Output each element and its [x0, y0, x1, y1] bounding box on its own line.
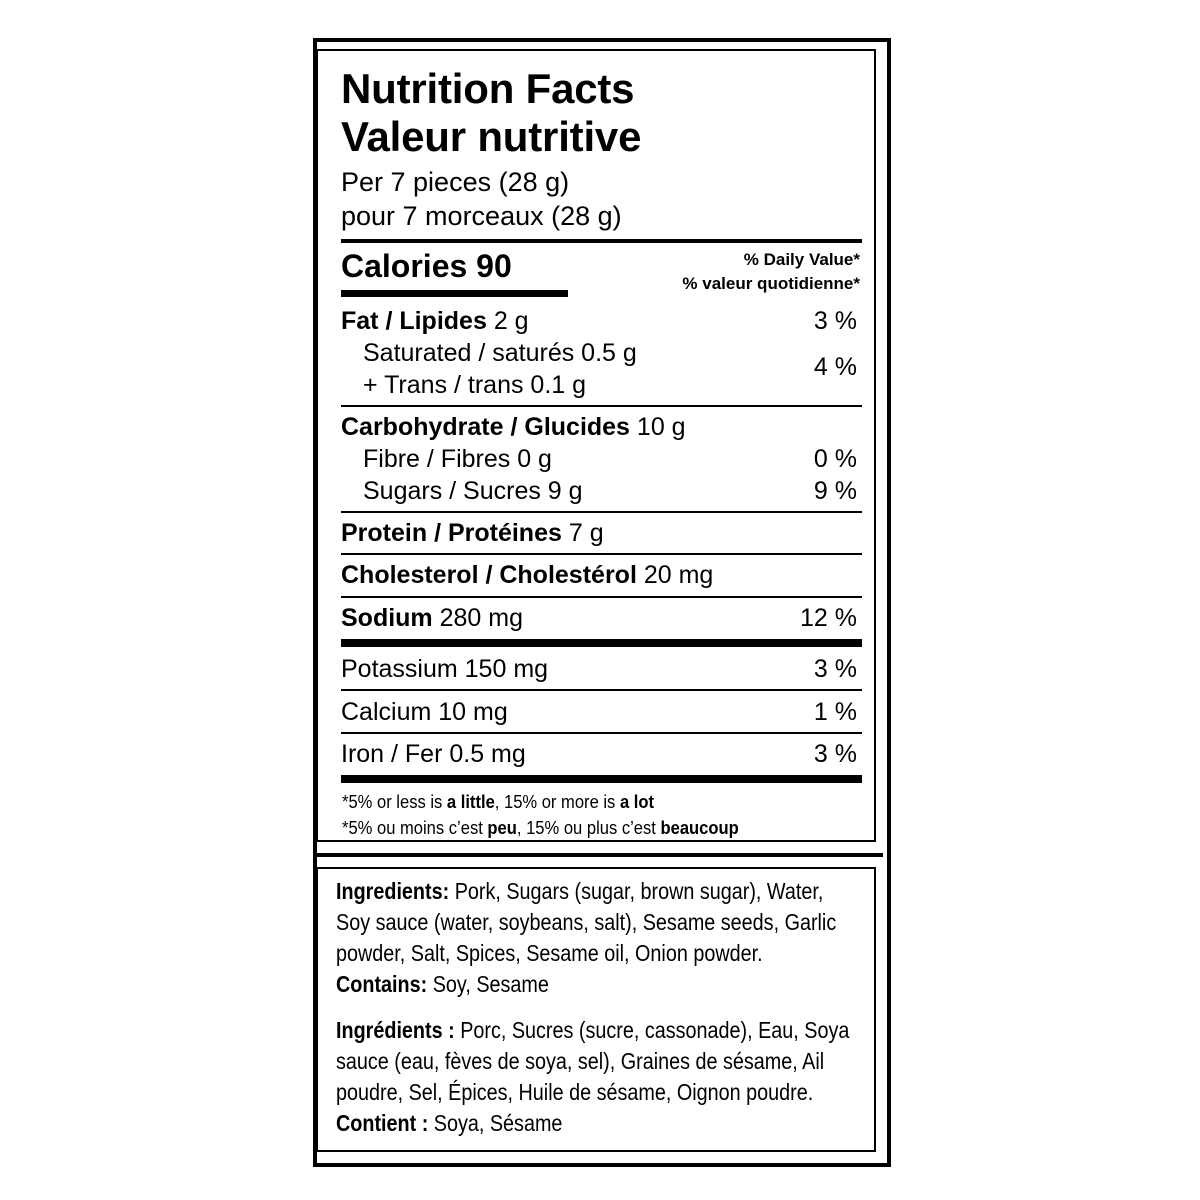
footnote-text: , 15% ou plus c’est	[516, 818, 661, 838]
contains-label: Contains:	[336, 971, 428, 997]
serving-size-english: Per 7 pieces (28 g)	[341, 167, 570, 197]
fat-percent: 3 %	[813, 307, 857, 335]
footnote-emphasis: a lot	[619, 792, 654, 812]
sugars-row: Sugars / Sucres 9 g	[363, 477, 583, 505]
sodium-label: Sodium	[341, 604, 433, 632]
contains-text: Soy, Sesame	[427, 971, 549, 997]
potassium-row: Potassium 150 mg	[341, 655, 549, 683]
footnote-text: , 15% or more is	[494, 792, 620, 812]
sugars-percent: 9 %	[813, 477, 857, 505]
fat-row	[341, 307, 529, 335]
footnote-emphasis: peu	[487, 818, 517, 838]
footnote-emphasis: beaucoup	[660, 818, 739, 838]
footnote-text: *5% or less is	[342, 792, 447, 812]
fibre-percent: 0 %	[813, 445, 857, 473]
sodium-row	[341, 604, 523, 632]
footnote-emphasis: a little	[446, 792, 495, 812]
rule	[341, 405, 862, 407]
calories-underline	[341, 290, 568, 297]
protein-row	[341, 519, 604, 547]
trans-row: + Trans / trans 0.1 g	[363, 371, 587, 399]
iron-percent: 3 %	[813, 740, 857, 768]
serving-size-french: pour 7 morceaux (28 g)	[341, 201, 622, 231]
rule	[341, 553, 862, 555]
sodium-amount: 280 mg	[439, 604, 524, 632]
protein-label: Protein / Protéines	[341, 519, 562, 547]
calcium-percent: 1 %	[813, 698, 857, 726]
footnote-text: *5% ou moins c’est	[342, 818, 488, 838]
cholesterol-row	[341, 561, 713, 589]
fibre-row: Fibre / Fibres 0 g	[363, 445, 552, 473]
footnote-english	[342, 790, 654, 814]
thick-rule	[341, 239, 862, 243]
cholesterol-label: Cholesterol / Cholestérol	[341, 561, 637, 589]
ingredients-english	[336, 876, 852, 1000]
ingredients-french	[336, 1015, 852, 1139]
thick-rule	[341, 775, 862, 783]
saturated-row: Saturated / saturés 0.5 g	[363, 339, 637, 367]
ingredients-label: Ingredients:	[336, 878, 450, 904]
contains-label: Contient :	[336, 1110, 429, 1136]
rule	[341, 732, 862, 734]
ingredients-label: Ingrédients :	[336, 1017, 455, 1043]
contains-text: Soya, Sésame	[428, 1110, 563, 1136]
section-divider	[317, 853, 883, 857]
daily-value-header-french: % valeur quotidienne*	[682, 274, 860, 293]
sodium-percent: 12 %	[800, 604, 857, 632]
title-english: Nutrition Facts	[341, 65, 635, 112]
rule	[341, 511, 862, 513]
carbohydrate-row	[341, 413, 686, 441]
title-french: Valeur nutritive	[341, 113, 642, 160]
rule	[341, 689, 862, 691]
calories: Calories 90	[341, 248, 512, 284]
cholesterol-amount: 20 mg	[643, 561, 714, 589]
iron-row: Iron / Fer 0.5 mg	[341, 740, 526, 768]
fat-label: Fat / Lipides	[341, 307, 487, 335]
thick-rule	[341, 639, 862, 647]
fat-amount: 2 g	[493, 307, 529, 335]
calcium-row: Calcium 10 mg	[341, 698, 508, 726]
carbohydrate-amount: 10 g	[636, 413, 686, 441]
potassium-percent: 3 %	[813, 655, 857, 683]
ingredients-text: Pork, Sugars (sugar, brown sugar), Water, Soy sauce (water, soybeans, salt), Sesame seeds, Garlic powder, Salt, Spices, Sesame oil, Onion powder.	[336, 878, 837, 966]
saturated-trans-percent: 4 %	[813, 353, 857, 381]
rule	[341, 596, 862, 598]
daily-value-header-english: % Daily Value*	[743, 250, 860, 269]
ingredients-text: Porc, Sucres (sucre, cassonade), Eau, Soya sauce (eau, fèves de soya, sel), Graines de sésame, Ail poudre, Sel, Épices, Huile de sésame, Oignon poudre.	[336, 1017, 850, 1105]
carbohydrate-label: Carbohydrate / Glucides	[341, 413, 630, 441]
protein-amount: 7 g	[568, 519, 604, 547]
footnote-french	[342, 816, 739, 840]
